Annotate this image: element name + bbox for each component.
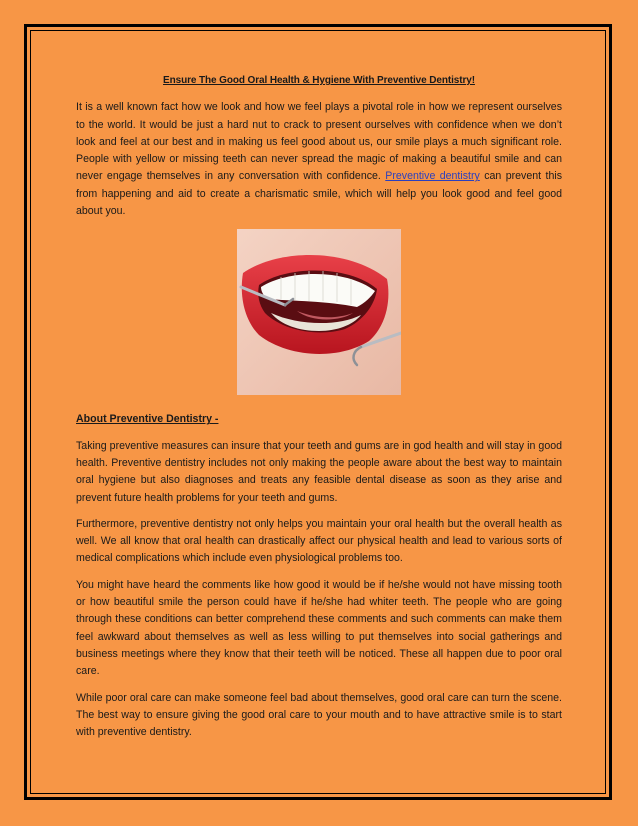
intro-text-start: It is a well known fact how we look and how we feel plays a pivotal role in how we represent ourselves to the world. It would be just a hard nut to crack to present ourselves with confidence when we don’t look and feel at our best and in making us feel good about us, our smile plays a much significant role. People with yellow or missing teeth can never spread the magic of making a beautiful smile and can never engage themselves in any conversation with confidence. [76, 101, 562, 183]
intro-text-end: can prevent this from happening and aid to create a charismatic smile, which will help you look good and feel good about you. [76, 170, 563, 218]
document-title: Ensure The Good Oral Health & Hygiene With Preventive Dentistry! [163, 75, 475, 86]
intro-paragraph [76, 99, 562, 220]
paragraph-3: You might have heard the comments like how good it would be if he/she would not have missing tooth or how beautiful smile the person could have if he/she had whiter teeth. The people who are going through these conditions can better comprehend these comments and such comments can make them feel awkward about themselves as well as less willing to put themselves into social gatherings and business meetings where they know that their teeth will be noticed. These all happen due to poor oral care. [76, 578, 562, 678]
paragraph-2: Furthermore, preventive dentistry not only helps you maintain your oral health but the overall health as well. We all know that oral health can drastically affect our physical health and lead to various sorts of medical complications which include even physiological problems too. [76, 517, 562, 565]
spacer [76, 399, 562, 411]
preventive-dentistry-link[interactable]: Preventive dentistry [385, 170, 480, 183]
paragraph-4: While poor oral care can make someone feel bad about themselves, good oral care can turn the scene. The best way to ensure giving the good oral care to your mouth and to have attractive smile is to start with preventive dentistry. [76, 691, 562, 739]
smile-photo [237, 229, 401, 395]
section-heading: About Preventive Dentistry - [76, 413, 219, 426]
paragraph-1: Taking preventive measures can insure that your teeth and gums are in god health and will stay in good health. Preventive dentistry includes not only making the people aware about the best way to maintain oral hygiene but also diagnoses and treats any feasible dental disease as soon as they arise and prevent future health problems for your teeth and gums. [76, 439, 562, 504]
document-body [76, 72, 562, 750]
photo-container [76, 229, 562, 399]
